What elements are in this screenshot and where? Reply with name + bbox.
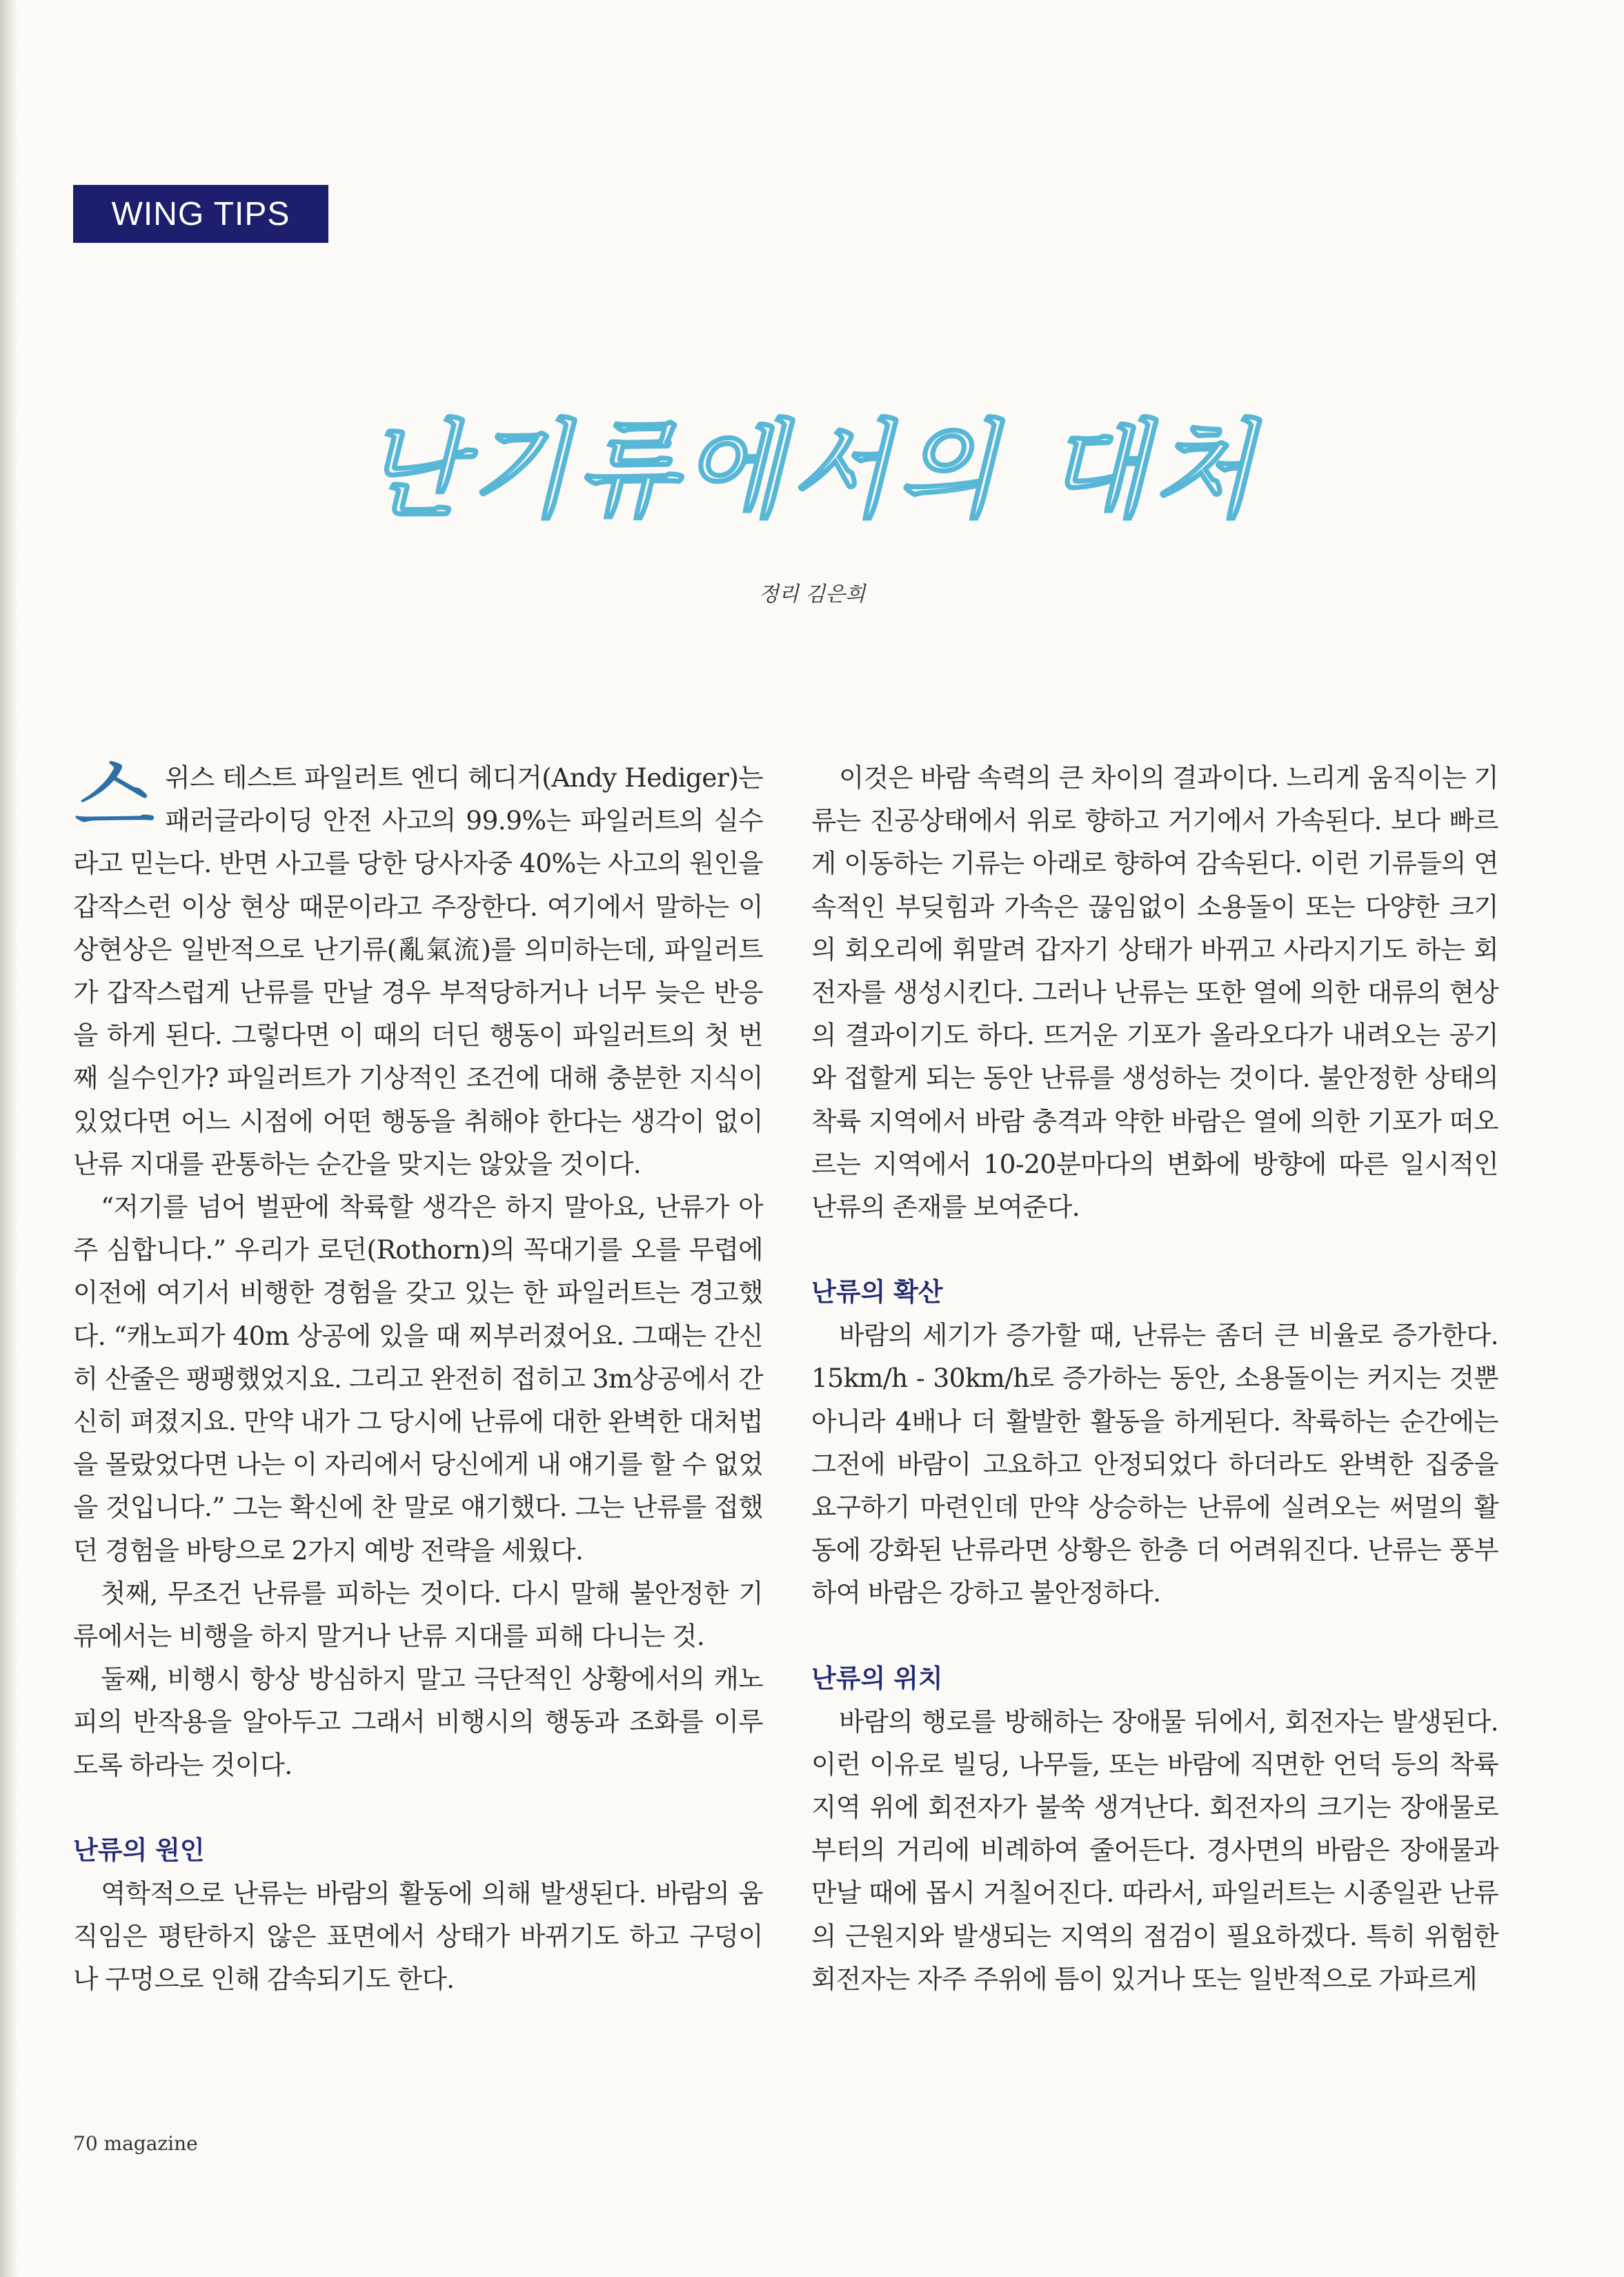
section-tag: WING TIPS xyxy=(73,185,328,243)
binding-shadow xyxy=(0,0,18,2277)
section-heading-cause: 난류의 원인 xyxy=(73,1835,205,1865)
paragraph: 이것은 바람 속력의 큰 차이의 결과이다. 느리게 움직이는 기류는 진공상태에서 위로 향하고 거기에서 가속된다. 보다 빠르게 이동하는 기류는 아래로 향하여 감속된다. 이런 기류들의 연속적인 부딪힘과 가속은 끊임없이 소용돌이 또는 다양한 크기의 회오리에 휘말려 갑자기 상태가 바뀌고 사라지기도 하는 회전자를 생성시킨다. 그러나 난류는 또한 열에 의한 대류의 현상의 결과이기도 하다. 뜨거운 기포가 올라오다가 내려오는 공기와 접할게 되는 동안 난류를 생성하는 것이다. 불안정한 상태의 착륙 지역에서 바람 충격과 약한 바람은 열에 의한 기포가 떠오르는 지역에서 10-20분마다의 변화에 방향에 따른 일시적인 난류의 존재를 보여준다. xyxy=(811,762,1498,1223)
paragraph xyxy=(73,747,763,1185)
page-folio: 70 magazine xyxy=(73,2132,198,2155)
paragraph: 바람의 행로를 방해하는 장애물 뒤에서, 회전자는 발생된다. 이런 이유로 빌딩, 나무들, 또는 바람에 직면한 언덕 등의 착륙 지역 위에 회전자가 불쑥 생겨난다. 회전자의 크기는 장애물로부터의 거리에 비례하여 줄어든다. 경사면의 바람은 장애물과 만날 때에 몹시 거칠어진다. 따라서, 파일러트는 시종일관 난류의 근원지와 발생되는 지역의 점검이 필요하겠다. 특히 위험한 회전자는 자주 주위에 틈이 있거나 또는 일반적으로 가파르게 xyxy=(811,1706,1498,1994)
paragraph: 둘째, 비행시 항상 방심하지 말고 극단적인 상황에서의 캐노피의 반작용을 알아두고 그래서 비행시의 행동과 조화를 이루도록 하라는 것이다. xyxy=(73,1664,763,1780)
paragraph-text: 위스 테스트 파일러트 엔디 헤디거(Andy Hediger)는 패러글라이딩 안전 사고의 99.9%는 파일러트의 실수라고 믿는다. 반면 사고를 당한 당사자중 40%는 사고의 원인을 갑작스런 이상 현상 때문이라고 주장한다. 여기에서 말하는 이상현상은 일반적으로 난기류(亂氣流)를 의미하는데, 파일러트가 갑작스럽게 난류를 만날 경우 부적당하거나 너무 늦은 반응을 하게 된다. 그렇다면 이 때의 더딘 행동이 파일러트의 첫 번째 실수인가? 파일러트가 기상적인 조건에 대해 충분한 지식이 있었다면 어느 시점에 어떤 행동을 취해야 한다는 생각이 없이 난류 지대를 관통하는 순간을 맞지는 않았을 것이다. xyxy=(73,762,763,1179)
section-heading-location: 난류의 위치 xyxy=(811,1663,943,1693)
article-title: 난기류에서의 대처 xyxy=(363,409,1261,533)
paragraph: 바람의 세기가 증가할 때, 난류는 좀더 큰 비율로 증가한다. 15km/h - 30km/h로 증가하는 동안, 소용돌이는 커지는 것뿐 아니라 4배나 더 활발한 활동을 하게된다. 착륙하는 순간에는 그전에 바람이 고요하고 안정되었다 하더라도 완벽한 집중을 요구하기 마련인데 만약 상승하는 난류에 실려오는 써멀의 활동에 강화된 난류라면 상황은 한층 더 어려워진다. 난류는 풍부하여 바람은 강하고 불안정하다. xyxy=(811,1320,1498,1608)
paragraph: 역학적으로 난류는 바람의 활동에 의해 발생된다. 바람의 움직임은 평탄하지 않은 표면에서 상태가 바뀌기도 하고 구덩이나 구멍으로 인해 감속되기도 한다. xyxy=(73,1877,763,1995)
drop-cap: 스 xyxy=(73,747,156,847)
paragraph: 첫째, 무조건 난류를 피하는 것이다. 다시 말해 불안정한 기류에서는 비행을 하지 말거나 난류 지대를 피해 다니는 것. xyxy=(73,1577,763,1652)
paragraph: “저기를 넘어 벌판에 착륙할 생각은 하지 말아요, 난류가 아주 심합니다.” 우리가 로던(Rothorn)의 꼭대기를 오를 무렵에 이전에 여기서 비행한 경험을 갖고 있는 한 파일러트는 경고했다. “캐노피가 40m 상공에 있을 때 찌부러졌어요. 그때는 간신히 산줄은 팽팽했었지요. 그리고 완전히 접히고 3m상공에서 간신히 펴졌지요. 만약 내가 그 당시에 난류에 대한 완벽한 대처법을 몰랐었다면 나는 이 자리에서 당신에게 내 얘기를 할 수 없었을 것입니다.” 그는 확신에 찬 말로 얘기했다. 그는 난류를 접했던 경험을 바탕으로 2가지 예방 전략을 세웠다. xyxy=(73,1192,763,1566)
right-column xyxy=(811,756,1498,2000)
byline: 정리 김은희 xyxy=(758,582,866,607)
section-heading-spread: 난류의 확산 xyxy=(811,1277,943,1308)
left-column xyxy=(73,747,763,2000)
